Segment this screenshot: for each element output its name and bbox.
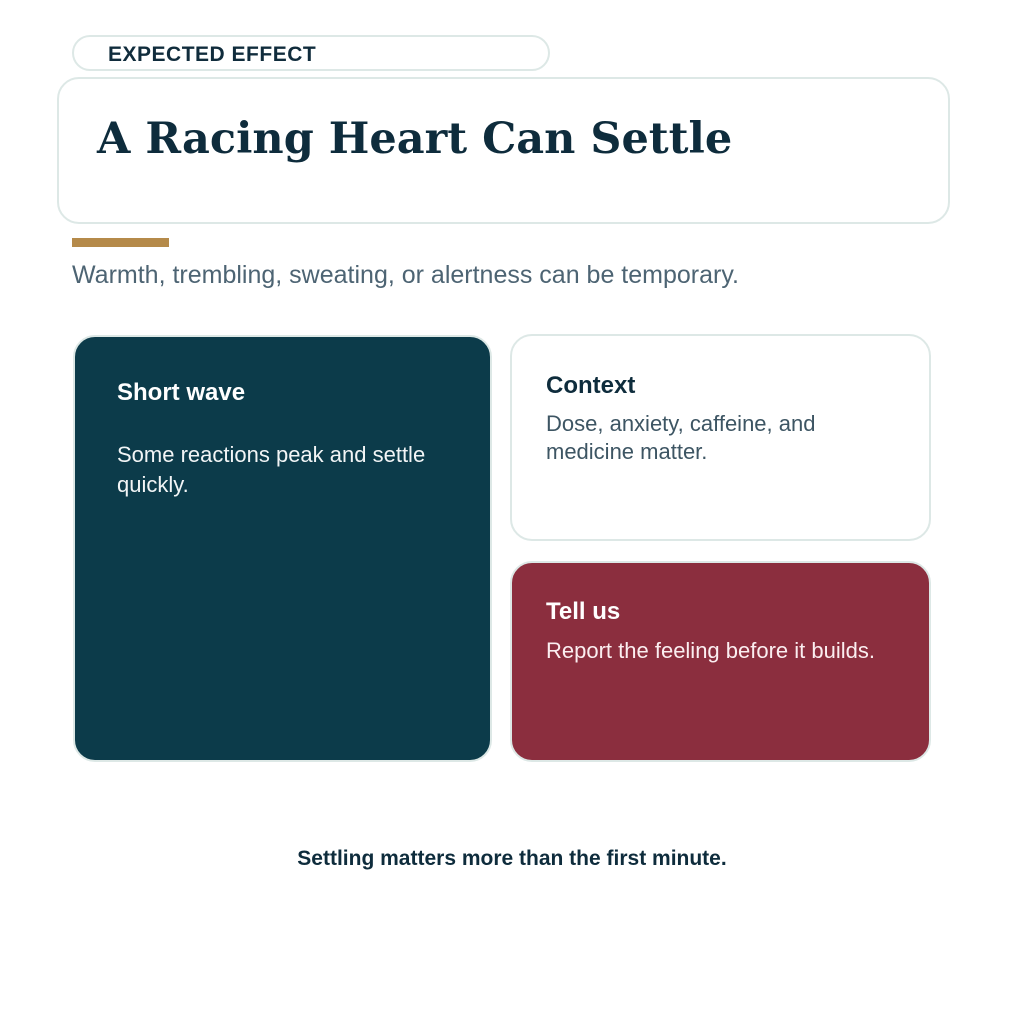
card-body: Report the feeling before it builds. bbox=[546, 638, 875, 663]
card-heading: Tell us bbox=[546, 598, 621, 625]
card-heading: Context bbox=[546, 372, 636, 399]
card-body: Some reactions peak and settle quickly. bbox=[117, 442, 426, 497]
card-context bbox=[510, 334, 931, 541]
page-title: A Racing Heart Can Settle bbox=[97, 114, 733, 164]
page-subtitle: Warmth, trembling, sweating, or alertness can be temporary. bbox=[72, 261, 739, 289]
card-tell-us bbox=[510, 561, 931, 762]
card-short-wave bbox=[73, 335, 492, 762]
eyebrow-badge bbox=[72, 35, 550, 71]
card-heading: Short wave bbox=[117, 379, 246, 406]
accent-bar bbox=[72, 238, 169, 247]
eyebrow-label: EXPECTED EFFECT bbox=[108, 43, 317, 66]
footer-note: Settling matters more than the first minute. bbox=[297, 847, 727, 870]
card-body: Dose, anxiety, caffeine, and medicine matter. bbox=[546, 411, 816, 464]
title-card bbox=[57, 77, 950, 224]
